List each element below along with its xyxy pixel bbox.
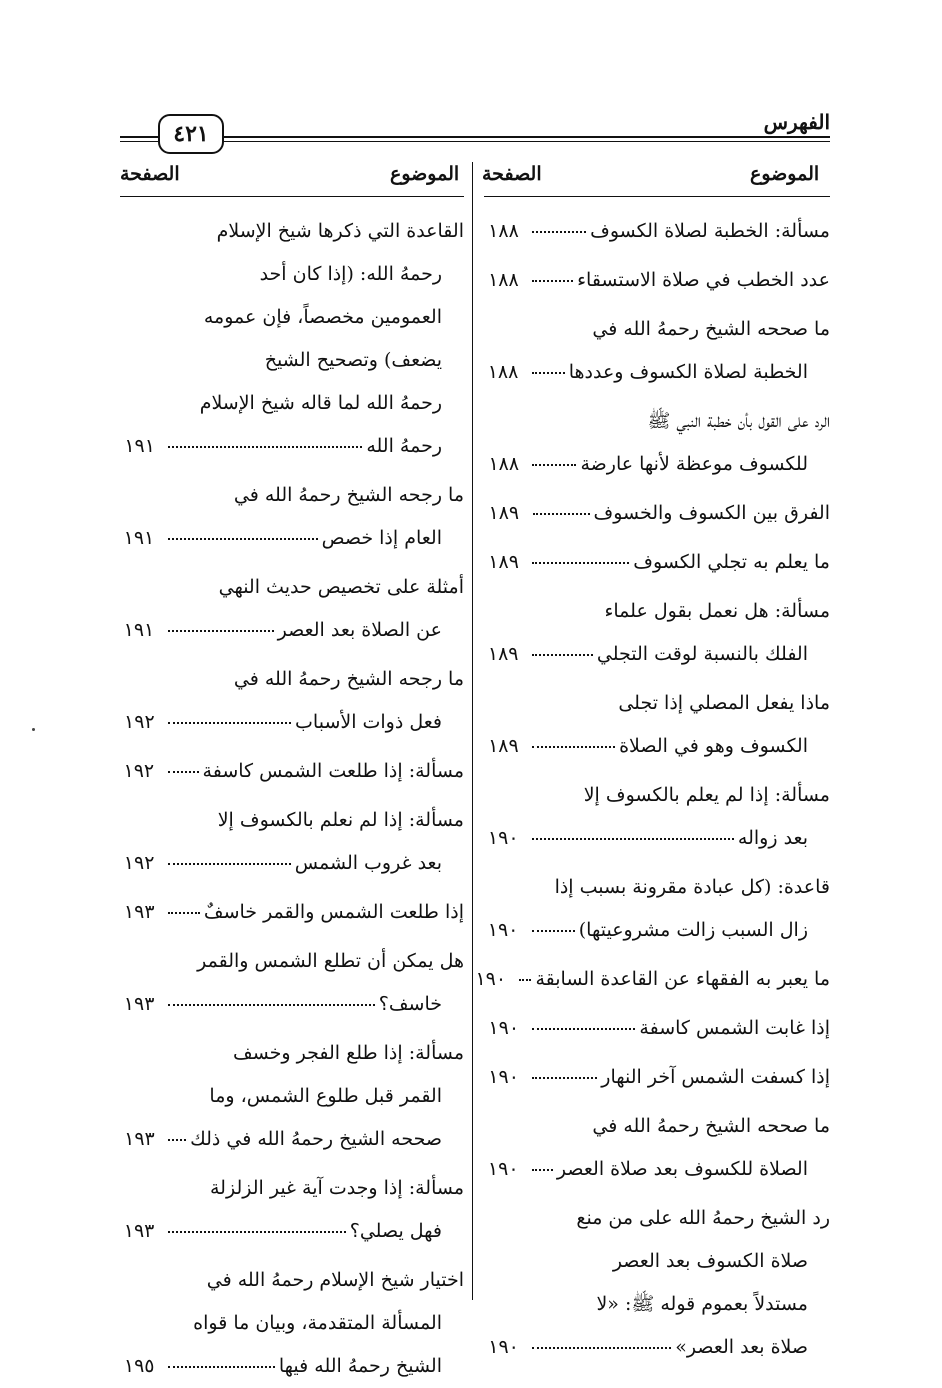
leader-dots [168,538,318,540]
index-entry [484,1007,830,1050]
index-entry [120,1259,464,1388]
leader-dots [532,562,629,564]
entry-line [120,658,464,701]
entry-text: العمومين مخصصاً، فإن عمومه [203,306,442,328]
leader-dots [532,372,565,374]
entry-line [484,259,830,302]
index-entry [484,1197,830,1369]
entry-line [120,425,464,468]
index-entry [484,774,830,860]
header-rule-thin [120,141,830,142]
entry-text: رحمهُ الله [366,435,442,457]
entry-text: رد الشيخ رحمهُ الله على من منع [576,1207,830,1229]
entry-line [484,682,830,725]
entry-text: إذا غابت الشمس كاسفة [639,1017,830,1039]
entry-text: الصلاة للكسوف بعد صلاة العصر [556,1158,808,1180]
leader-dots [168,863,291,865]
entry-line [484,400,830,443]
leader-dots [519,979,531,981]
entry-page-number: ١٩٠ [487,827,519,849]
leader-dots [532,1347,671,1349]
entry-line [120,940,464,983]
entry-text: للكسوف موعظة لأنها عارضة [580,453,808,475]
entry-page-number: ١٩٠ [487,1158,519,1180]
entry-text: رحمهُ الله: (إذا كان أحد [259,263,442,285]
entry-text: ما رجحه الشيخ رحمهُ الله في [233,484,464,506]
entry-text: مسألة: إذا وجدت آية غير الزلزلة [210,1177,464,1199]
entry-line [484,1326,830,1369]
entry-text: هل يمكن أن تطلع الشمس والقمر [197,950,464,972]
entry-text: فهل يصلي؟ [349,1220,442,1242]
leader-dots [168,1139,186,1141]
entry-text: مستدلاً بعموم قوله ﷺ: «لا [596,1293,808,1315]
entry-text: ما رجحه الشيخ رحمهُ الله في [233,668,464,690]
index-entry [484,492,830,535]
entry-text: مسألة: إذا طلع الفجر وخسف [233,1042,464,1064]
leader-dots [168,722,291,724]
entry-line [484,590,830,633]
entry-line [475,958,830,1001]
entry-text: إذا طلعت الشمس والقمر خاسفٌ [203,901,464,923]
entry-text: ماذا يفعل المصلي إذا تجلى [618,692,830,714]
entry-text: فعل ذوات الأسباب [295,711,442,733]
entry-line [120,701,464,744]
margin-speck [32,728,35,731]
page-number: ٤٢١ [173,121,209,147]
index-entry [120,210,464,468]
section-title: الفهرس [763,110,830,134]
entry-page-number: ١٩٥ [123,1355,155,1377]
entry-line [120,609,464,652]
entry-line [120,1345,464,1388]
entry-line [120,1210,464,1253]
entry-page-number: ١٩١ [123,619,155,641]
index-entry [484,400,830,486]
left-topic-heading: الموضوع [390,163,460,185]
entry-page-number: ١٨٨ [487,361,519,383]
column-divider [472,162,473,1300]
leader-dots [168,1231,346,1233]
entry-page-number: ١٨٩ [488,502,520,524]
page-number-badge [158,114,224,154]
leader-dots [168,1366,275,1368]
entry-line [484,443,830,486]
entry-line [484,1056,830,1099]
entry-line [120,750,464,793]
index-entry [120,658,464,744]
leader-dots [532,1169,553,1171]
entry-text: صلاة بعد العصر» [675,1336,808,1358]
entry-text: ما صححه الشيخ رحمهُ الله في [592,318,830,340]
entry-text: الفرق بين الكسوف والخسوف [593,502,830,524]
left-index-column [120,210,464,1388]
entry-page-number: ١٨٩ [488,551,519,573]
entry-line [484,1105,830,1148]
entry-line [120,983,464,1026]
left-heading-rule [120,196,464,197]
index-entry [484,866,830,952]
index-entry [484,590,830,676]
entry-text: قاعدة: (كل عبادة مقرونة بسبب إذا [554,876,830,898]
entry-text: رحمهُ الله لما قاله شيخ الإسلام [199,392,442,414]
entry-line [120,1302,464,1345]
leader-dots [168,771,199,773]
entry-line [120,210,464,253]
index-entry [120,474,464,560]
entry-page-number: ١٩٢ [123,760,155,782]
entry-line [484,1007,830,1050]
entry-line [120,566,464,609]
entry-line [120,799,464,842]
entry-text: الفلك بالنسبة لوقت التجلي [596,643,808,665]
index-entry [484,1105,830,1191]
entry-line [484,774,830,817]
entry-line [484,210,830,253]
entry-text: يضعف) وتصحيح الشيخ [264,349,442,371]
entry-line [484,633,830,676]
right-page-heading: الصفحة [482,163,542,185]
entry-text: الرد على القول بأن خطبة النبي ﷺ [647,410,830,432]
entry-line [120,1259,464,1302]
entry-text: زال السبب زالت مشروعيتها) [578,919,808,941]
entry-page-number: ١٩١ [123,527,155,549]
index-entry [484,541,830,584]
entry-page-number: ١٩٣ [124,1128,155,1150]
entry-text: خاسف؟ [378,993,442,1015]
entry-text: اختيار شيخ الإسلام رحمهُ الله في [206,1269,464,1291]
entry-line [484,1283,830,1326]
index-entry [484,210,830,253]
leader-dots [533,513,590,515]
entry-line [484,351,830,394]
entry-text: ما صححه الشيخ رحمهُ الله في [592,1115,830,1137]
entry-page-number: ١٨٩ [488,735,519,757]
entry-text: القمر قبل طلوع الشمس، وما [209,1085,442,1107]
entry-text: أمثلة على تخصيص حديث النهي [218,576,464,598]
index-entry [484,259,830,302]
entry-text: الكسوف وهو في الصلاة [619,735,808,757]
entry-page-number: ١٩٠ [488,1336,519,1358]
leader-dots [532,1028,635,1030]
entry-text: مسألة: الخطبة لصلاة الكسوف [590,220,830,242]
entry-line [120,517,464,560]
entry-line [484,909,830,952]
entry-text: مسألة: هل نعمل بقول علماء [604,600,830,622]
entry-line [120,382,464,425]
entry-page-number: ١٨٨ [488,269,519,291]
right-index-column [475,210,830,1369]
entry-line [120,842,464,885]
index-entry [120,750,464,793]
leader-dots [532,231,586,233]
entry-page-number: ١٩٢ [123,852,155,874]
entry-text: ما يعبر به الفقهاء عن القاعدة السابقة [535,968,830,990]
entry-line [120,891,464,934]
entry-line [120,474,464,517]
entry-line [484,1240,830,1283]
entry-page-number: ١٨٨ [488,453,520,475]
index-entry [484,308,830,394]
entry-text: مسألة: إذا لم نعلم بالكسوف إلا [217,809,464,831]
entry-page-number: ١٩٣ [123,901,155,923]
index-entry [120,891,464,934]
index-entry [120,1032,464,1161]
entry-line [120,1118,464,1161]
entry-text: القاعدة التي ذكرها شيخ الإسلام [216,220,464,242]
entry-text: الخطبة لصلاة الكسوف وعددها [568,361,808,383]
entry-page-number: ١٩٠ [487,919,519,941]
entry-page-number: ١٨٨ [488,220,519,242]
entry-page-number: ١٩١ [124,435,155,457]
entry-text: صححه الشيخ رحمهُ الله في ذلك [190,1128,442,1150]
entry-page-number: ١٩٣ [123,993,155,1015]
entry-text: العام إذا خصص [321,527,442,549]
entry-text: عن الصلاة بعد العصر [277,619,442,641]
entry-text: صلاة الكسوف بعد العصر [612,1250,808,1272]
entry-page-number: ١٩٠ [475,968,507,990]
leader-dots [168,446,362,448]
entry-text: إذا كسفت الشمس آخر النهار [601,1066,830,1088]
entry-text: بعد زواله [737,827,808,849]
entry-line [120,1032,464,1075]
leader-dots [532,1077,597,1079]
leader-dots [532,280,573,282]
entry-line [484,817,830,860]
right-heading-rule [484,196,830,197]
entry-line [484,1197,830,1240]
leader-dots [532,746,615,748]
entry-line [484,308,830,351]
entry-line [484,541,830,584]
leader-dots [532,464,576,466]
entry-page-number: ١٩٣ [123,1220,155,1242]
entry-line [484,725,830,768]
entry-page-number: ١٩٠ [488,1066,519,1088]
index-entry [484,682,830,768]
entry-text: الشيخ رحمهُ الله فيها [278,1355,442,1377]
entry-page-number: ١٩٢ [124,711,155,733]
left-page-heading: الصفحة [120,163,180,185]
header-rule [120,136,830,138]
index-entry [120,1167,464,1253]
index-entry [120,566,464,652]
leader-dots [168,912,200,914]
entry-line [120,1075,464,1118]
entry-line [484,492,830,535]
entry-line [120,253,464,296]
entry-page-number: ١٩٠ [488,1017,520,1039]
entry-line [484,866,830,909]
entry-text: عدد الخطب في صلاة الاستسقاء [577,269,830,291]
leader-dots [532,930,575,932]
leader-dots [532,838,734,840]
entry-text: مسألة: إذا طلعت الشمس كاسفة [202,760,464,782]
leader-dots [532,654,593,656]
index-entry [120,799,464,885]
entry-text: مسألة: إذا لم يعلم بالكسوف إلا [583,784,830,806]
entry-line [484,1148,830,1191]
entry-line [120,339,464,382]
leader-dots [168,630,274,632]
index-entry [475,958,830,1001]
entry-line [120,1167,464,1210]
index-entry [120,940,464,1026]
entry-page-number: ١٨٩ [487,643,519,665]
leader-dots [168,1004,375,1006]
entry-text: بعد غروب الشمس [294,852,442,874]
entry-text: ما يعلم به تجلي الكسوف [633,551,830,573]
entry-line [120,296,464,339]
entry-text: المسألة المتقدمة، وبيان ما قواه [193,1312,442,1334]
right-topic-heading: الموضوع [750,163,820,185]
index-entry [484,1056,830,1099]
